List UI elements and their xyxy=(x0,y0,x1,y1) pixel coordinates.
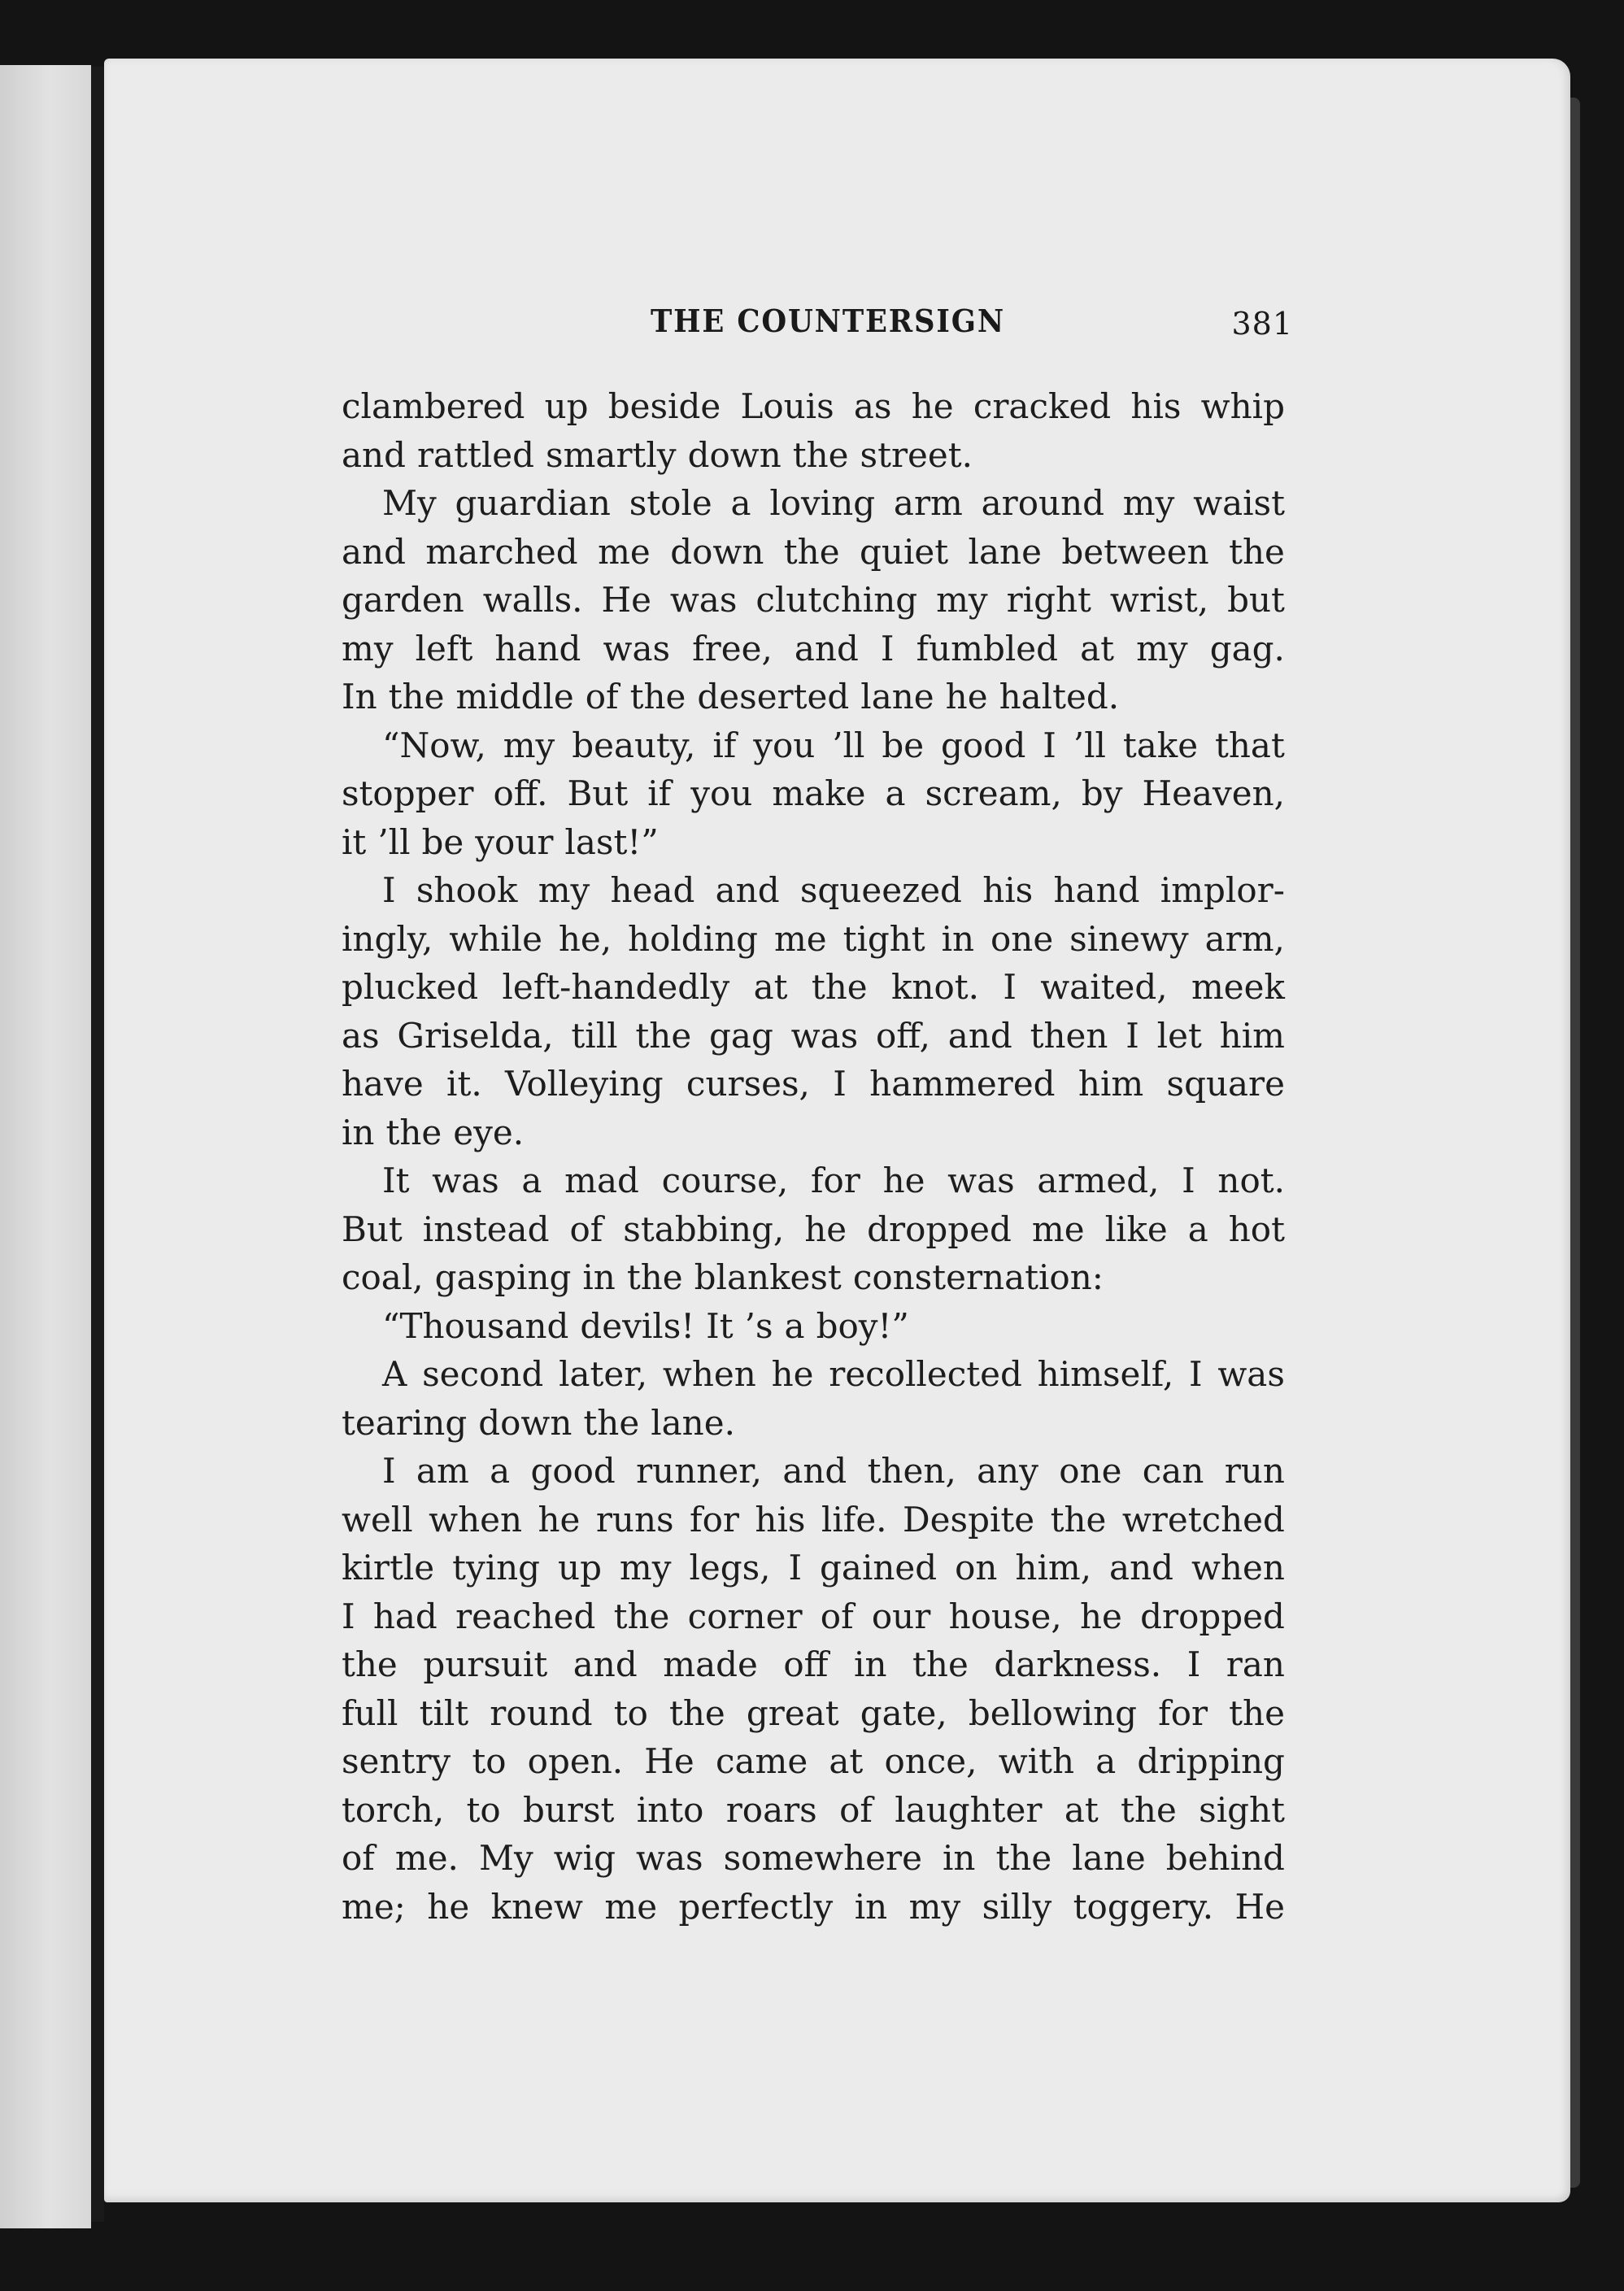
text-line: as Griselda, till the gag was off, and then I let him xyxy=(342,1015,1285,1056)
text-line: I am a good runner, and then, any one can run xyxy=(382,1451,1285,1491)
text-line: me; he knew me perfectly in my silly toggery. He xyxy=(342,1886,1285,1927)
text-line: coal, gasping in the blankest consternation: xyxy=(342,1257,1104,1297)
text-line: In the middle of the deserted lane he halted. xyxy=(342,677,1120,716)
text-line: kirtle tying up my legs, I gained on him, and when xyxy=(342,1548,1285,1588)
text-line: in the eye. xyxy=(342,1112,525,1152)
text-line: of me. My wig was somewhere in the lane behind xyxy=(342,1838,1285,1878)
text-line: A second later, when he recollected himself, I was xyxy=(382,1354,1285,1394)
body-text xyxy=(342,382,1285,1931)
page-fore-edge xyxy=(1570,98,1580,2188)
facing-page-edge xyxy=(0,65,91,2228)
book-gutter xyxy=(91,67,104,2222)
text-line: my left hand was free, and I fumbled at my gag. xyxy=(342,628,1285,669)
text-line: well when he runs for his life. Despite the wretched xyxy=(342,1499,1285,1540)
page-number: 381 xyxy=(1231,306,1293,342)
text-line: and marched me down the quiet lane between the xyxy=(342,531,1285,572)
running-head xyxy=(651,303,1293,351)
text-line: full tilt round to the great gate, bellowing for the xyxy=(342,1692,1285,1733)
text-line: it ’ll be your last!” xyxy=(342,821,659,862)
text-line: plucked left-handedly at the knot. I waited, meek xyxy=(342,967,1285,1007)
text-line: But instead of stabbing, he dropped me like a hot xyxy=(342,1209,1285,1249)
text-line: torch, to burst into roars of laughter at the sight xyxy=(342,1789,1285,1830)
running-title: THE COUNTERSIGN xyxy=(651,303,1006,339)
text-line: clambered up beside Louis as he cracked his whip xyxy=(342,386,1285,426)
text-line: have it. Volleying curses, I hammered him square xyxy=(342,1064,1285,1104)
text-line: It was a mad course, for he was armed, I not. xyxy=(382,1161,1285,1200)
text-line: sentry to open. He came at once, with a dripping xyxy=(342,1741,1285,1781)
text-line: and rattled smartly down the street. xyxy=(342,434,973,475)
text-line: garden walls. He was clutching my right wrist, but xyxy=(342,580,1285,620)
text-line: “Now, my beauty, if you ’ll be good I ’ll take that xyxy=(382,725,1285,765)
text-line: the pursuit and made off in the darkness. I ran xyxy=(342,1644,1285,1684)
text-line: “Thousand devils! It ’s a boy!” xyxy=(382,1305,909,1346)
text-line: ingly, while he, holding me tight in one sinewy arm, xyxy=(342,918,1285,959)
text-line: tearing down the lane. xyxy=(342,1402,735,1443)
text-line: I had reached the corner of our house, he dropped xyxy=(342,1596,1285,1636)
text-line: My guardian stole a loving arm around my waist xyxy=(382,483,1285,523)
text-line: I shook my head and squeezed his hand implor- xyxy=(382,870,1285,910)
text-line: stopper off. But if you make a scream, by Heaven, xyxy=(342,773,1285,813)
